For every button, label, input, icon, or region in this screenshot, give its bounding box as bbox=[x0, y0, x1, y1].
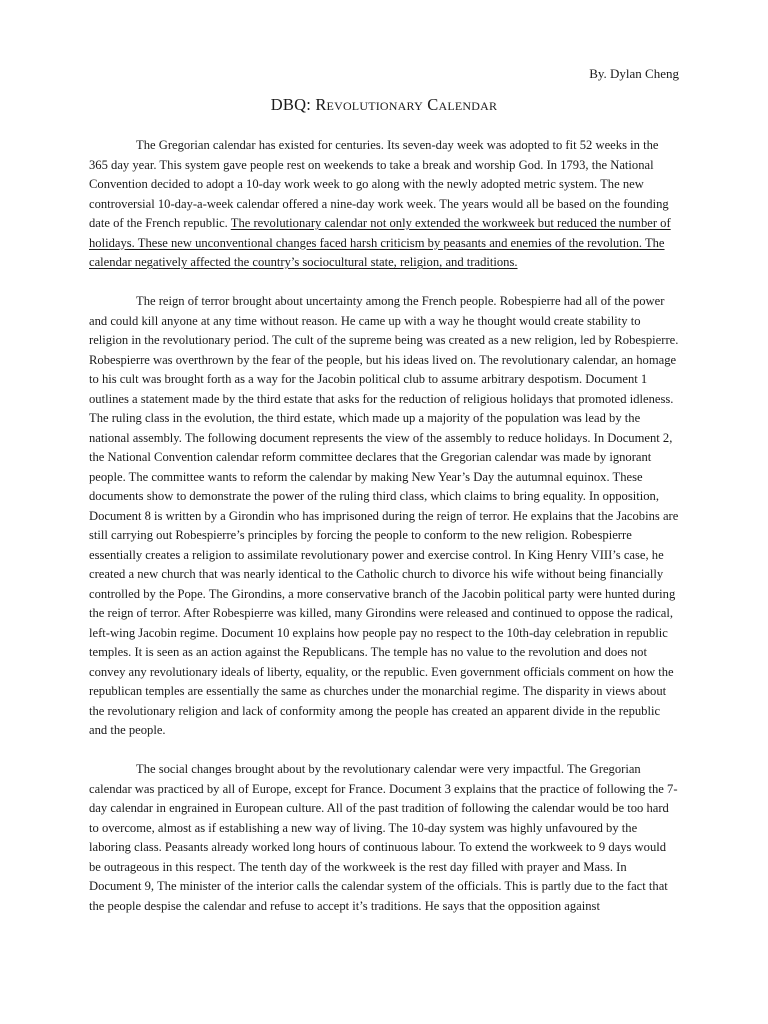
thesis-statement: The revolutionary calendar not only extended the workweek but reduced the number of holidays. These new unconventional changes faced harsh criticism by peasants and enemies of the revolution. The calendar negatively affected the country’s sociocultural state, religion, and traditions. bbox=[89, 216, 671, 269]
paragraph-religion: The reign of terror brought about uncertainty among the French people. Robespierre had all of the power and could kill anyone at any time without reason. He came up with a way he thought would create stability to religion in the revolutionary period. The cult of the supreme being was created as a new religion, led by Robespierre. Robespierre was overthrown by the fear of the people, but his ideas lived on. The revolutionary calendar, an homage to his cult was brought forth as a way for the Jacobin political club to assume arbitrary despotism. Document 1 outlines a statement made by the third estate that asks for the reduction of religious holidays that promoted idleness. The ruling class in the evolution, the third estate, which made up a majority of the population was lead by the national assembly. The following document represents the view of the assembly to reduce holidays. In Document 2, the National Convention calendar reform committee declares that the Gregorian calendar was made by ignorant people. The committee wants to reform the calendar by making New Year’s Day the autumnal equinox. These documents show to demonstrate the power of the ruling third class, which claims to bring equality. In opposition, Document 8 is written by a Girondin who has imprisoned during the reign of terror. He explains that the Jacobins are still carrying out Robespierre’s principles by forcing the people to conform to the new religion. Robespierre essentially creates a religion to assimilate revolutionary power and exercise control. In King Henry VIII’s case, he created a new church that was nearly identical to the Catholic church to divorce his wife without being financially controlled by the Pope. The Girondins, a more conservative branch of the Jacobin political party were hunted during the reign of terror. After Robespierre was killed, many Girondins were released and continued to oppose the radical, left-wing Jacobin regime. Document 10 explains how people pay no respect to the 10th-day celebration in republic temples. It is seen as an action against the Republicans. The temple has no value to the revolution and does not convey any revolutionary ideals of liberty, equality, or the republic. Even government officials comment on how the republican temples are essentially the same as churches under the monarchial regime. The disparity in views about the revolutionary religion and lack of conformity among the people has created an apparent divide in the republic and the people. bbox=[89, 294, 679, 737]
paragraph-introduction bbox=[89, 136, 679, 273]
paragraph-text: The Gregorian calendar has existed for centuries. Its seven-day week was adopted to fit 52 weeks in the 365 day year. This system gave people rest on weekends to take a break and worship God. In 1793, the National Convention decided to adopt a 10-day work week to go along with the newly adopted metric system. The new controversial 10-day-a-week calendar offered a nine-day work week. The years would all be based on the founding date of the French republic. bbox=[89, 138, 669, 230]
author-line: By. Dylan Cheng bbox=[589, 66, 679, 81]
document-title: DBQ: Revolutionary Calendar bbox=[270, 95, 498, 114]
paragraph-social-changes: The social changes brought about by the revolutionary calendar were very impactful. The Gregorian calendar was practiced by all of Europe, except for France. Document 3 explains that the practice of following the 7-day calendar in engrained in European culture. All of the past tradition of following the calendar would be too hard to overcome, almost as if establishing a new way of living. The 10-day system was highly unfavoured by the laboring class. Peasants already worked long hours of continuous labour. To extend the workweek to 9 days would be outrageous in this respect. The tenth day of the workweek is the rest day filled with prayer and Mass. In Document 9, The minister of the interior calls the calendar system of the officials. This is partly due to the fact that the people despise the calendar and refuse to accept it’s traditions. He says that the opposition against bbox=[89, 762, 678, 913]
document-page bbox=[89, 0, 679, 1024]
